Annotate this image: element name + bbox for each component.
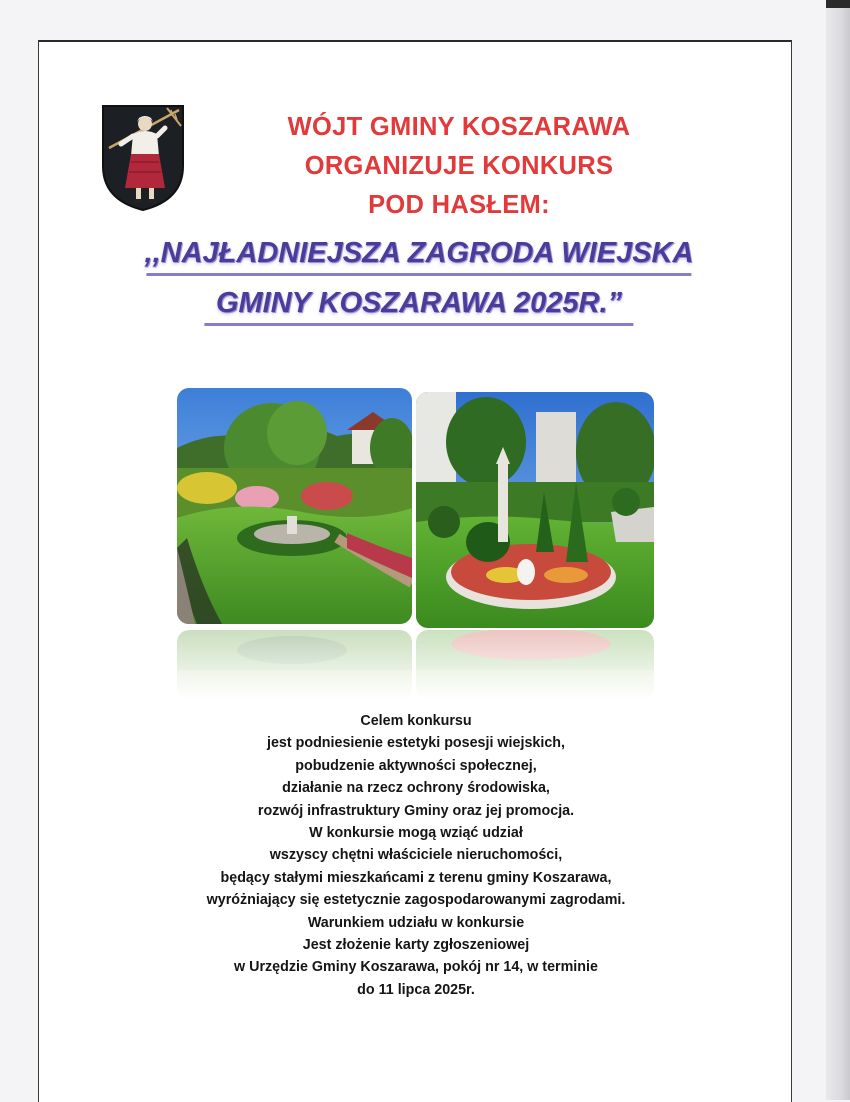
garden-photo-right — [416, 392, 654, 628]
description-line: działanie na rzecz ochrony środowiska, — [282, 780, 550, 797]
description-line: wszyscy chętni właściciele nieruchomości, — [269, 847, 563, 864]
coat-of-arms-icon — [101, 104, 185, 212]
contest-description — [59, 710, 773, 1001]
description-line: pobudzenie aktywności społecznej, — [295, 757, 537, 774]
photo-reflection — [177, 630, 412, 700]
slogan-line: GMINY KOSZARAWA 2025R.” — [129, 278, 709, 328]
contest-slogan — [129, 228, 709, 328]
slogan-line: ,,NAJŁADNIEJSZA ZAGRODA WIEJSKA — [129, 228, 709, 278]
description-line: jest podniesienie estetyki posesji wiejskich, — [267, 735, 565, 752]
headline-line: WÓJT GMINY KOSZARAWA — [287, 113, 631, 141]
photo-reflection — [416, 630, 654, 700]
description-line: w Urzędzie Gminy Koszarawa, pokój nr 14, w terminie — [234, 959, 598, 976]
description-line: Celem konkursu — [360, 713, 472, 729]
garden-photo-left — [177, 388, 412, 624]
scan-edge-mark — [826, 0, 850, 8]
description-line: będący stałymi mieszkańcami z terenu gminy Koszarawa, — [220, 869, 612, 886]
description-line: Warunkiem udziału w konkursie — [307, 914, 525, 931]
headline — [239, 108, 679, 225]
description-line: wyróżniający się estetycznie zagospodarowanymi zagrodami. — [206, 892, 626, 909]
scan-edge — [826, 0, 850, 1100]
headline-line: ORGANIZUJE KONKURS — [304, 152, 614, 180]
poster-sheet — [38, 40, 792, 1102]
description-line: W konkursie mogą wziąć udział — [309, 825, 523, 842]
description-line: do 11 lipca 2025r. — [357, 981, 475, 998]
headline-line: POD HASŁEM: — [368, 191, 550, 219]
description-line: rozwój infrastruktury Gminy oraz jej promocja. — [257, 802, 575, 819]
description-line: Jest złożenie karty zgłoszeniowej — [302, 937, 530, 954]
